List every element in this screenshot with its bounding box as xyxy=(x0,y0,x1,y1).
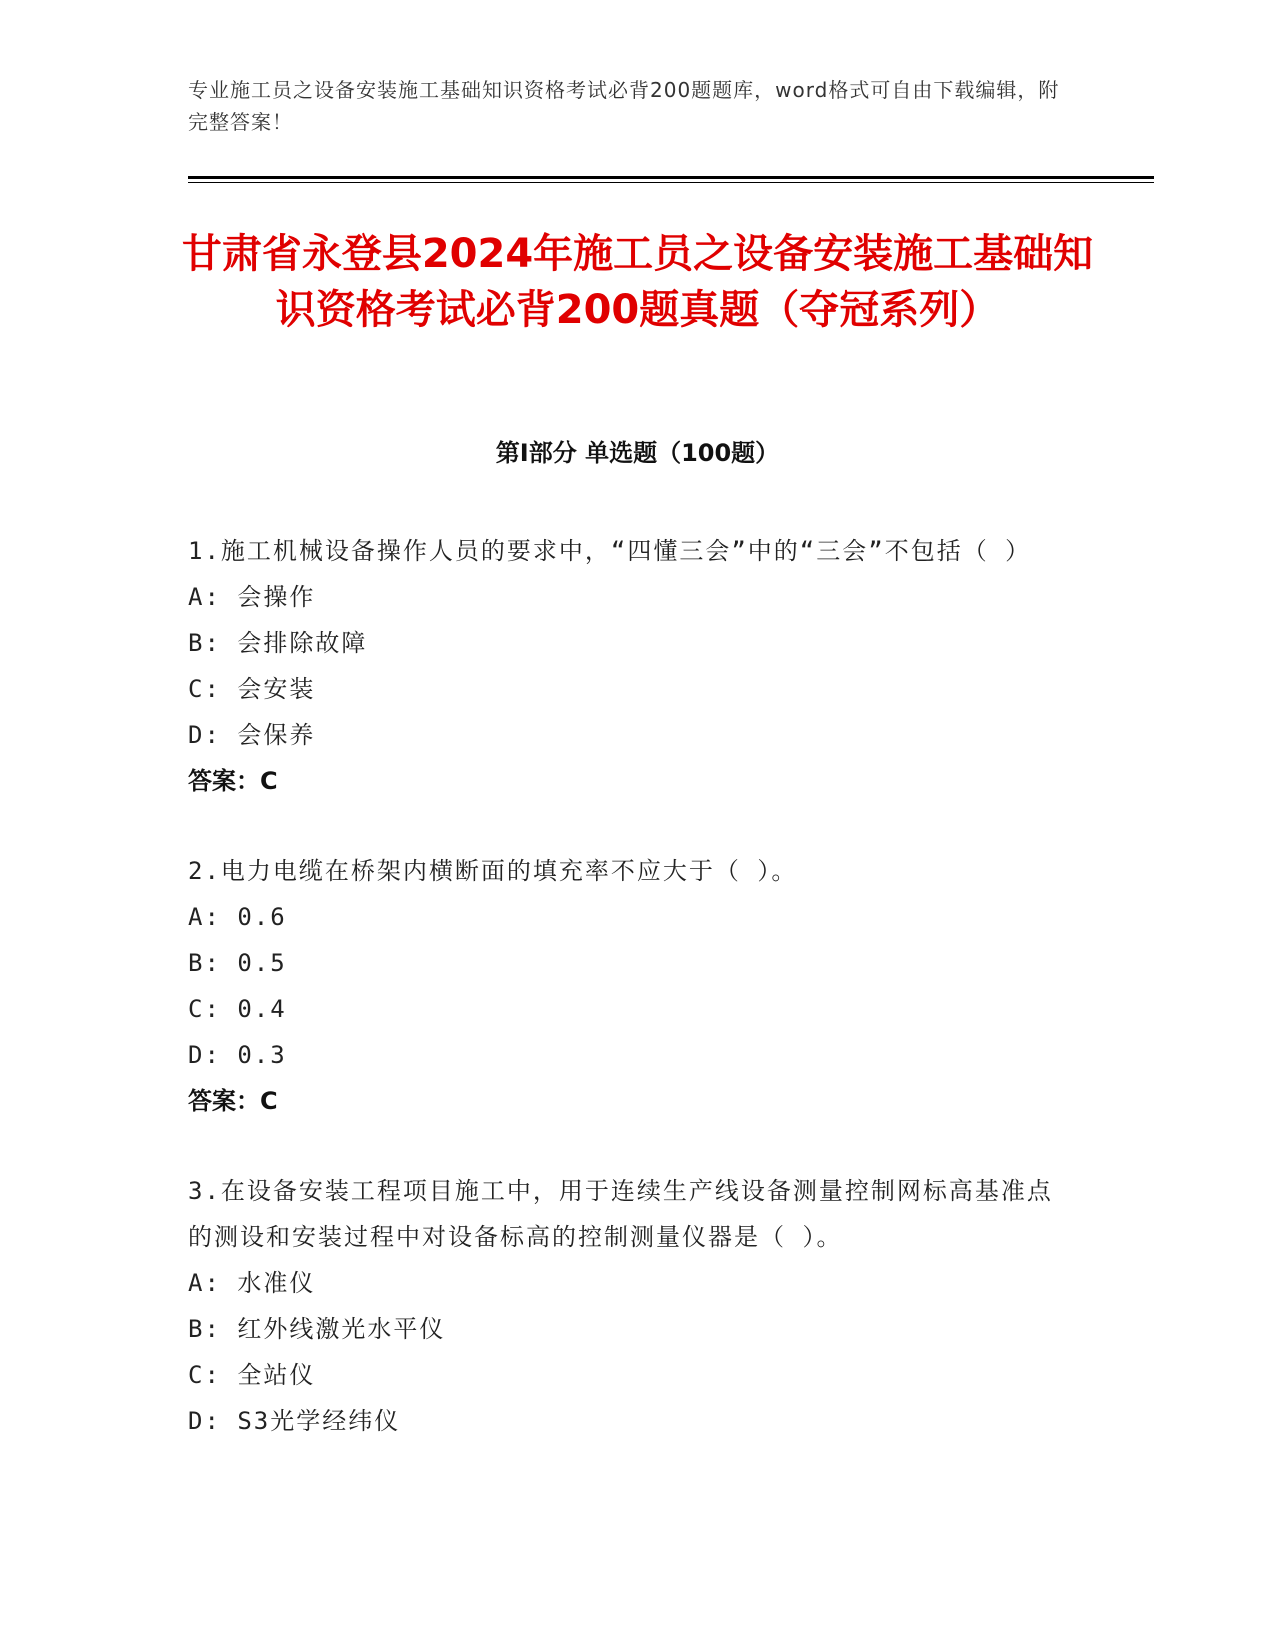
option-a: A: 0.6 xyxy=(188,903,287,931)
question-stem: 3.在设备安装工程项目施工中，用于连续生产线设备测量控制网标高基准点的测设和安装过程中对设备标高的控制测量仪器是（ ）。 xyxy=(188,1177,1053,1251)
option-a: A: 会操作 xyxy=(188,583,316,611)
question-stem: 2.电力电缆在桥架内横断面的填充率不应大于（ ）。 xyxy=(188,857,798,885)
option-b: B: 0.5 xyxy=(188,949,287,977)
question-1 xyxy=(188,528,1068,804)
option-b: B: 会排除故障 xyxy=(188,629,368,657)
question-list xyxy=(188,528,1068,1488)
document-title: 甘肃省永登县2024年施工员之设备安装施工基础知识资格考试必背200题真题（夺冠系列） xyxy=(181,231,1094,333)
question-2 xyxy=(188,848,1068,1124)
option-d: D: 0.3 xyxy=(188,1041,287,1069)
option-a: A: 水准仪 xyxy=(188,1269,316,1297)
question-3 xyxy=(188,1168,1068,1444)
header-divider-thick xyxy=(188,176,1154,179)
header-divider-thin xyxy=(188,182,1154,183)
answer: 答案：C xyxy=(188,1087,278,1115)
option-c: C: 0.4 xyxy=(188,995,287,1023)
option-c: C: 会安装 xyxy=(188,675,316,703)
option-b: B: 红外线激光水平仪 xyxy=(188,1315,446,1343)
header-note: 专业施工员之设备安装施工基础知识资格考试必背200题题库，word格式可自由下载编辑，附完整答案！ xyxy=(188,78,1060,134)
question-stem: 1.施工机械设备操作人员的要求中，“四懂三会”中的“三会”不包括（ ） xyxy=(188,537,1032,565)
option-d: D: 会保养 xyxy=(188,721,316,749)
option-d: D: S3光学经纬仪 xyxy=(188,1407,401,1435)
answer: 答案：C xyxy=(188,767,278,795)
section-title: 第I部分 单选题（100题） xyxy=(495,439,780,467)
option-c: C: 全站仪 xyxy=(188,1361,316,1389)
